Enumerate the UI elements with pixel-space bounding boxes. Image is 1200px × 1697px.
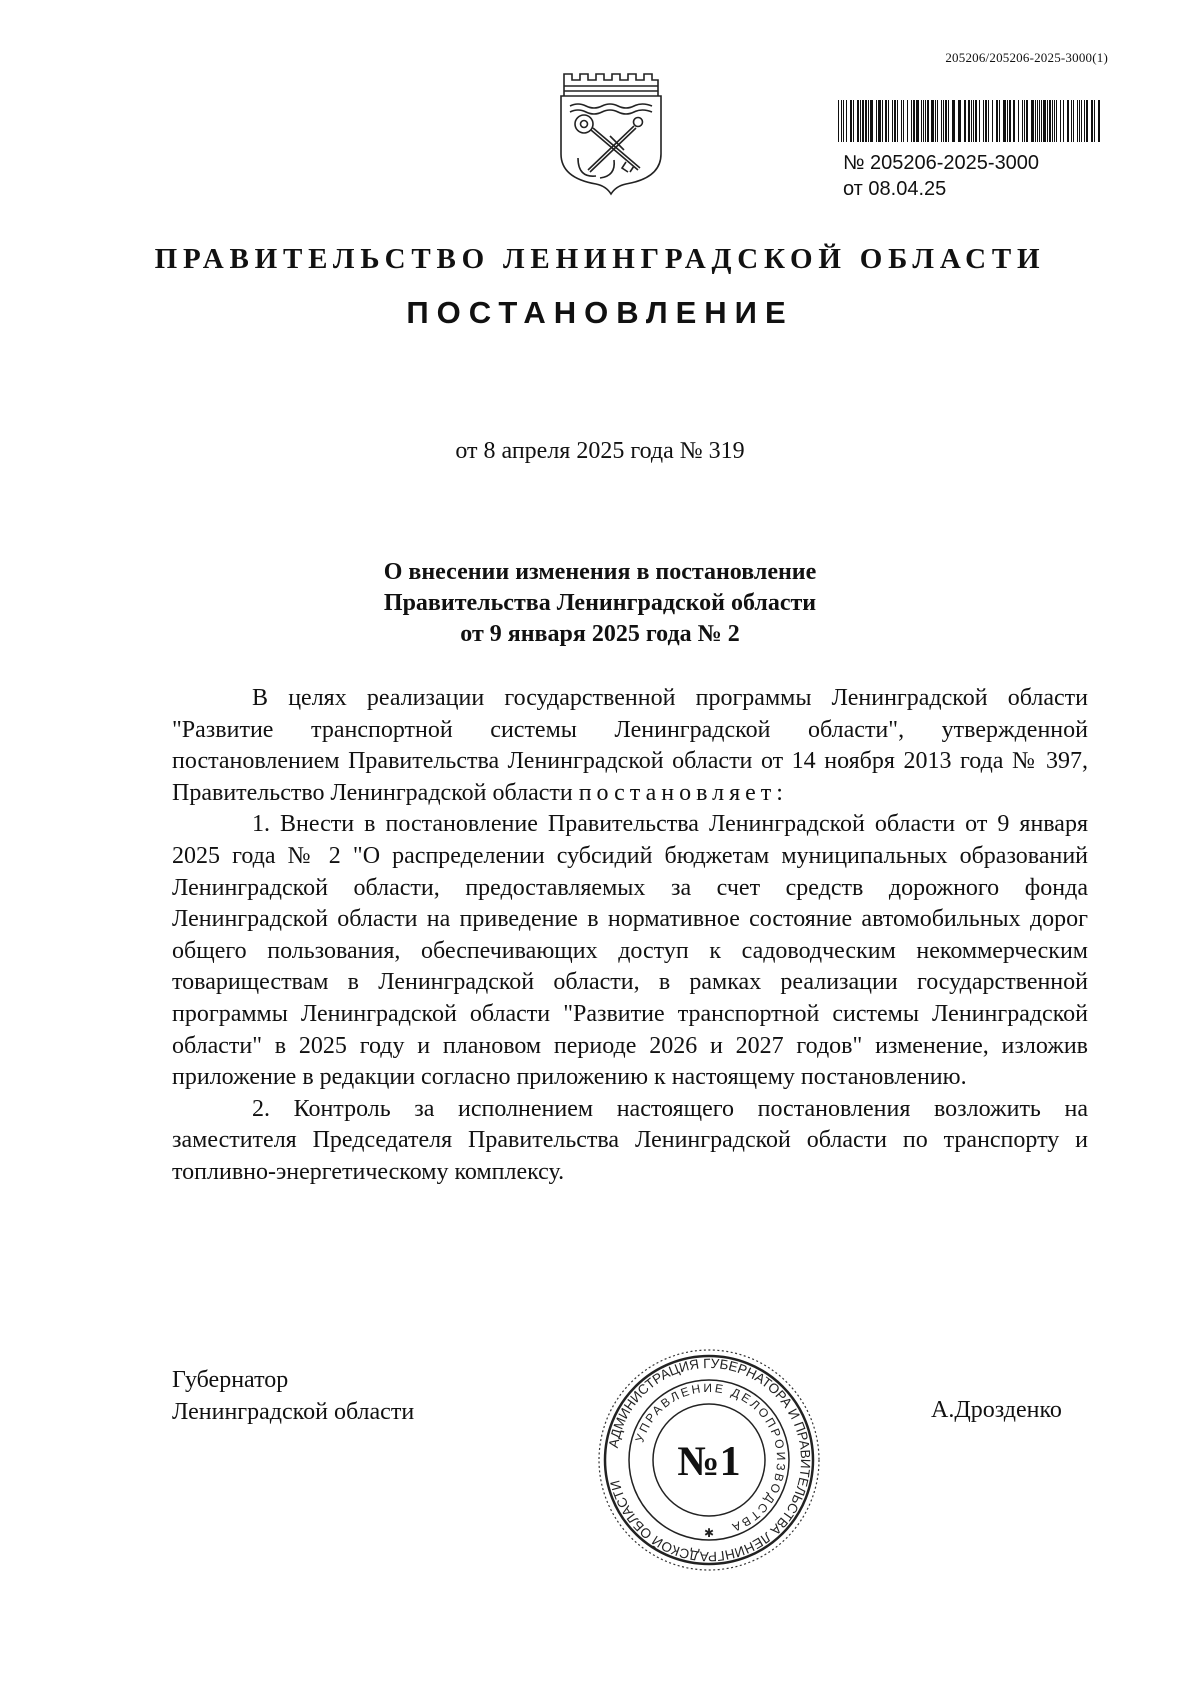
barcode-bar (1003, 100, 1006, 142)
body-item-1: 1. Внести в постановление Правительства Ленинградской области от 9 января 2025 года № 2 "О распределении субсидий бюджетам муниципальных образований Ленинградской области, предоставляемых за счет средств дорожного фонда Ленинградской области на приведение в нормативное состояние автомобильных дорог общего пользования, обеспечивающих доступ к садоводческим некоммерческим товариществам в Ленинградской области, в рамках реализации государственной программы Ленинградской области "Развитие транспортной системы Ленинградской области" в 2025 году и плановом периоде 2026 и 2027 годов" изменение, изложив приложение в редакции согласно приложению к настоящему постановлению. (172, 811, 1088, 1091)
barcode-bar (888, 100, 889, 142)
barcode-bar (935, 100, 936, 142)
barcode-bar (968, 100, 970, 142)
barcode-bar (923, 100, 924, 142)
barcode-bar (853, 100, 854, 142)
barcode-bar (911, 100, 912, 142)
document-date-line: от 8 апреля 2025 года № 319 (455, 438, 745, 464)
barcode-bar (948, 100, 949, 142)
barcode-bar (1024, 100, 1025, 142)
barcode-bar (1094, 100, 1095, 142)
barcode-bar (1009, 100, 1011, 142)
barcode-bar (846, 100, 847, 142)
barcode-bar (1039, 100, 1040, 142)
barcode-bar (868, 100, 869, 142)
body-item-2: 2. Контроль за исполнением настоящего постановления возложить на заместителя Председателя Правительства Ленинградской области по транспорту и топливно-энергетическому комплексу. (172, 1095, 1088, 1185)
barcode-bar (862, 100, 864, 142)
barcode-bar (941, 100, 942, 142)
barcode-bar (945, 100, 947, 142)
barcode-bar (1079, 100, 1080, 142)
barcode-bar (988, 100, 989, 142)
stamp-inner-text: УПРАВЛЕНИЕ ДЕЛОПРОИЗВОДСТВА (632, 1380, 789, 1536)
barcode-bar (1043, 100, 1046, 142)
barcode-bar (1081, 100, 1082, 142)
registration-number: № 205206-2025-3000 (843, 152, 1040, 174)
signer-title-line-1: Губернатор (172, 1367, 289, 1393)
barcode-bar (1056, 100, 1057, 142)
barcode-bar (841, 100, 842, 142)
barcode-bar (971, 100, 972, 142)
barcode-bar (925, 100, 926, 142)
signer-title-line-2: Ленинградской области (172, 1398, 415, 1425)
barcode-bar (1037, 100, 1038, 142)
barcode-bar (1018, 100, 1019, 142)
stamp-star-icon: ✱ (703, 1526, 715, 1540)
subject-line-3: от 9 января 2025 года № 2 (460, 621, 740, 647)
barcode-bar (897, 100, 898, 142)
barcode-icon (838, 100, 1100, 142)
barcode-bar (882, 100, 883, 142)
barcode-bar (876, 100, 877, 142)
barcode-bar (860, 100, 861, 142)
barcode-bar (894, 100, 896, 142)
barcode-bar (979, 100, 980, 142)
barcode-bar (975, 100, 977, 142)
barcode-bar (857, 100, 859, 142)
barcode-bar (921, 100, 922, 142)
barcode-bar (983, 100, 984, 142)
body-preamble: В целях реализации государственной программы Ленинградской области "Развитие транспортной системы Ленинградской области", утвержденной постановлением Правительства Ленинградской области от 14 ноября 2013 года № 397, Правительство Ленинградской области (172, 685, 1088, 806)
leningrad-oblast-coat-of-arms-icon (556, 66, 666, 198)
signer-title (172, 1365, 414, 1428)
barcode-bar (892, 100, 893, 142)
barcode-bar (1084, 100, 1085, 142)
barcode-bar (1035, 100, 1036, 142)
barcode-bar (1026, 100, 1028, 142)
barcode-bar (878, 100, 881, 142)
document-type-title: ПОСТАНОВЛЕНИЕ (406, 295, 794, 330)
registration-number-block (843, 150, 1039, 202)
barcode-bar (1098, 100, 1100, 142)
barcode-bar (1071, 100, 1072, 142)
barcode-bar (1013, 100, 1015, 142)
document-subject (0, 557, 1200, 650)
barcode-bar (1007, 100, 1008, 142)
barcode-bar (913, 100, 915, 142)
barcode-bar (992, 100, 993, 142)
barcode-bar (985, 100, 987, 142)
stamp-outer-text: АДМИНИСТРАЦИЯ ГУБЕРНАТОРА И ПРАВИТЕЛЬСТВА ЛЕНИНГРАДСКОЙ ОБЛАСТИ (605, 1355, 814, 1565)
barcode-bar (1031, 100, 1034, 142)
barcode-bar (931, 100, 934, 142)
barcode-bar (952, 100, 955, 142)
barcode-bar (1086, 100, 1088, 142)
barcode-bar (901, 100, 902, 142)
barcode-bar (907, 100, 908, 142)
subject-line-1: О внесении изменения в постановление (383, 559, 817, 585)
barcode-bar (1073, 100, 1074, 142)
barcode-bar (964, 100, 966, 142)
barcode-bar (838, 100, 839, 142)
barcode-bar (1041, 100, 1042, 142)
barcode-bar (1067, 100, 1069, 142)
barcode-bar (885, 100, 887, 142)
barcode-bar (865, 100, 867, 142)
barcode-bar (958, 100, 961, 142)
barcode-bar (870, 100, 873, 142)
body-resolves: постановляет: (578, 779, 788, 806)
barcode-bar (843, 100, 844, 142)
barcode-bar (999, 100, 1000, 142)
document-body (172, 683, 1088, 1189)
barcode-bar (1063, 100, 1064, 142)
barcode-bar (973, 100, 974, 142)
barcode-bar (916, 100, 919, 142)
barcode-bar (1060, 100, 1061, 142)
barcode-bar (1054, 100, 1055, 142)
official-round-stamp (596, 1347, 822, 1573)
stamp-number: №1 (677, 1439, 741, 1485)
barcode-bar (927, 100, 929, 142)
barcode-bar (1022, 100, 1023, 142)
barcode-bar (1047, 100, 1048, 142)
barcode-bar (1077, 100, 1078, 142)
barcode-bar (937, 100, 938, 142)
registration-date: от 08.04.25 (843, 178, 947, 200)
barcode-bar (996, 100, 998, 142)
signer-name: А.Дрозденко (931, 1397, 1062, 1423)
body-preamble-paragraph (172, 683, 1088, 809)
government-title: ПРАВИТЕЛЬСТВО ЛЕНИНГРАДСКОЙ ОБЛАСТИ (154, 243, 1046, 275)
barcode-bar (943, 100, 944, 142)
document-code: 205206/205206-2025-3000(1) (945, 50, 1108, 65)
barcode-bar (1091, 100, 1093, 142)
barcode-bar (850, 100, 852, 142)
barcode-bar (1052, 100, 1053, 142)
barcode-bar (1049, 100, 1051, 142)
subject-line-2: Правительства Ленинградской области (383, 590, 817, 616)
barcode-bar (903, 100, 904, 142)
